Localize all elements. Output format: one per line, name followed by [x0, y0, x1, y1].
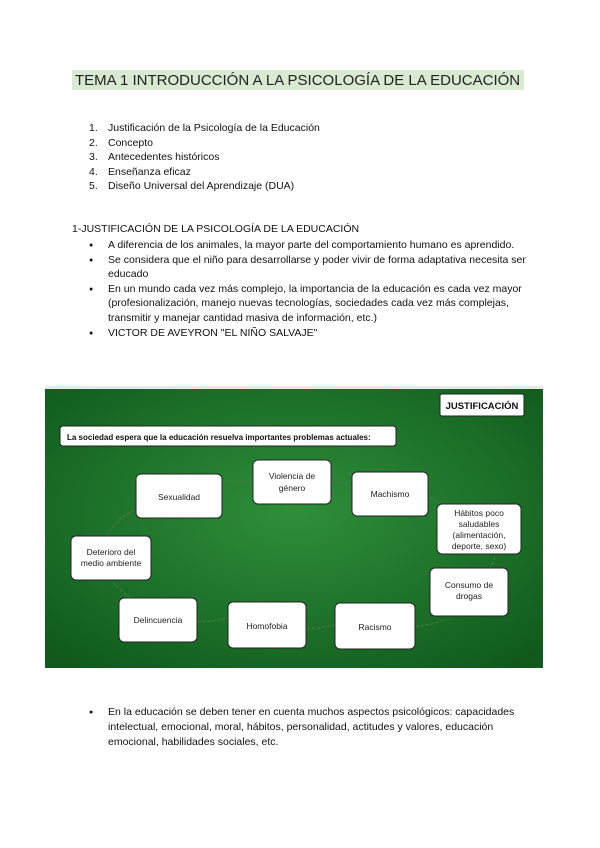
badge-text: JUSTIFICACIÓN — [445, 401, 519, 412]
toc-number: 4. — [89, 165, 98, 178]
toc-number: 3. — [89, 151, 98, 164]
bullet-item: ● VICTOR DE AVEYRON "EL NIÑO SALVAJE" — [89, 326, 529, 341]
toc-label: Concepto — [108, 136, 153, 149]
justification-diagram — [45, 386, 543, 668]
box-deterioro-label-2: medio ambiente — [80, 558, 142, 568]
toc-item — [89, 136, 320, 151]
box-habitos-label-4: deporte, sexo) — [451, 541, 507, 551]
box-deterioro-label-1: Deterioro del — [86, 547, 136, 557]
box-habitos-label-1: Hábitos poco — [454, 508, 504, 518]
toc-label: Diseño Universal del Aprendizaje (DUA) — [108, 180, 295, 193]
toc-number: 1. — [89, 122, 98, 134]
toc-label: Enseñanza eficaz — [108, 165, 191, 178]
toc-number: 2. — [89, 136, 98, 149]
box-violencia-label-2: género — [278, 483, 306, 493]
diagram-svg — [45, 386, 543, 668]
box-homofobia-label: Homofobia — [246, 621, 288, 631]
section-bullets — [89, 238, 529, 340]
box-consumo-label-2: drogas — [456, 591, 482, 601]
toc-label: Justificación de la Psicología de la Educación — [108, 122, 320, 134]
box-habitos-label-3: (alimentación, — [452, 530, 506, 540]
toc-item — [89, 121, 320, 136]
toc-item — [89, 165, 320, 180]
toc-item — [89, 150, 320, 165]
bullet-item: ● En un mundo cada vez más complejo, la importancia de la educación es cada vez mayor (profesionalización, manejo nuevas tecnologías, sociedades cada vez más complejas, transmitir y manejar cantidad masiva de información, etc.) — [89, 282, 529, 326]
banner-text: La sociedad espera que la educación resuelva importantes problemas actuales: — [67, 433, 371, 442]
table-of-contents — [89, 121, 320, 194]
bottom-bullets — [89, 705, 539, 749]
top-edge — [45, 386, 543, 389]
bullet-item: ● Se considera que el niño para desarrollarse y poder vivir de forma adaptativa necesita ser educado — [89, 253, 529, 282]
section-heading: 1-JUSTIFICACIÓN DE LA PSICOLOGÍA DE LA EDUCACIÓN — [72, 223, 360, 235]
box-machismo-label: Machismo — [370, 489, 410, 499]
box-habitos-label-2: saludables — [458, 519, 500, 529]
box-violencia-label-1: Violencia de — [268, 471, 316, 481]
bullet-item: ● A diferencia de los animales, la mayor parte del comportamiento humano es aprendido. — [89, 238, 529, 253]
page-title: TEMA 1 INTRODUCCIÓN A LA PSICOLOGÍA DE LA EDUCACIÓN — [72, 70, 524, 90]
box-consumo-label-1: Consumo de — [444, 580, 494, 590]
toc-number: 5. — [89, 180, 98, 193]
box-delincuencia-label: Delincuencia — [133, 615, 183, 625]
box-racismo-label: Racismo — [358, 622, 392, 632]
box-violencia — [253, 460, 331, 504]
toc-item — [89, 179, 320, 194]
toc-label: Antecedentes históricos — [108, 151, 220, 164]
box-sexualidad-label: Sexualidad — [157, 492, 201, 502]
bullet-item: ● En la educación se deben tener en cuenta muchos aspectos psicológicos: capacidades intelectual, emocional, moral, hábitos, personalidad, actitudes y valores, educación emocional, habilidades sociales, etc. — [89, 705, 539, 749]
